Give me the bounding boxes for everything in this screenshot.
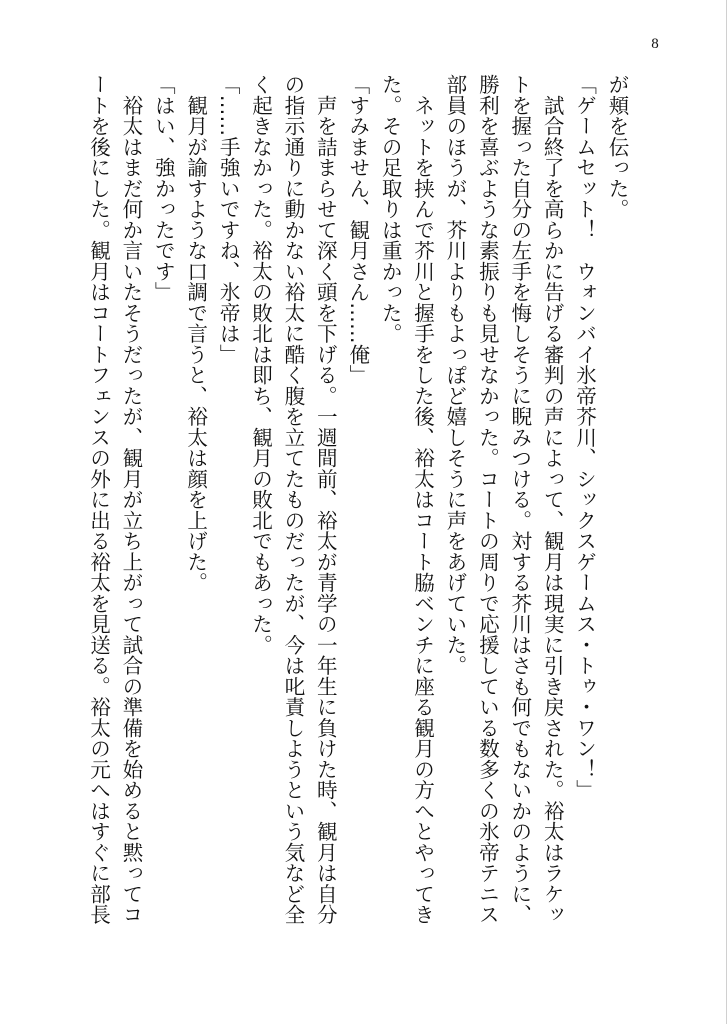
text-line: 「ゲームセット！ ウォンバイ氷帝芥川、シックスゲームス・トゥ・ワン！」	[572, 74, 597, 801]
text-line: の指示通りに動かない裕太に酷く腹を立てたものだったが、今は叱責しようという気など全	[280, 74, 305, 925]
text-line: く起きなかった。裕太の敗北は即ち、観月の敗北でもあった。	[248, 74, 273, 655]
text-line: 部員のほうが、芥川よりもよっぽど嬉しそうに声をあげていた。	[442, 74, 467, 676]
text-line: 試合終了を高らかに告げる審判の声によって、観月は現実に引き戻された。裕太はラケッ	[540, 74, 565, 925]
text-line: ネットを挟んで芥川と握手をした後、裕太はコート脇ベンチに座る観月の方へとやってき	[410, 74, 435, 925]
text-line: 勝利を喜ぶような素振りも見せなかった。コートの周りで応援している数多くの氷帝テニス	[475, 74, 500, 925]
text-line: 裕太はまだ何か言いたそうだったが、観月が立ち上がって試合の準備を始めると黙ってコ	[118, 74, 143, 925]
text-line: た。その足取りは重かった。	[378, 74, 403, 344]
text-line: ートを後にした。観月はコートフェンスの外に出る裕太を見送る。裕太の元へはすぐに部長	[86, 74, 111, 925]
text-line: 「はい、強かったです」	[151, 74, 176, 303]
text-line: が頬を伝った。	[605, 74, 629, 220]
vertical-body-text	[82, 74, 633, 980]
text-line: トを握った自分の左手を悔しそうに睨みつける。対する芥川はさも何でもないかのように、	[507, 74, 532, 925]
text-line: 「……手強いですね、氷帝は」	[216, 74, 241, 365]
text-line: 「すみません、観月さん……俺」	[345, 74, 370, 386]
text-line: 観月が諭すような口調で言うと、裕太は顔を上げた。	[183, 74, 208, 593]
text-line: 声を詰まらせて深く頭を下げる。一週間前、裕太が青学の一年生に負けた時、観月は自分	[313, 74, 338, 925]
page-number: 8	[651, 36, 659, 52]
